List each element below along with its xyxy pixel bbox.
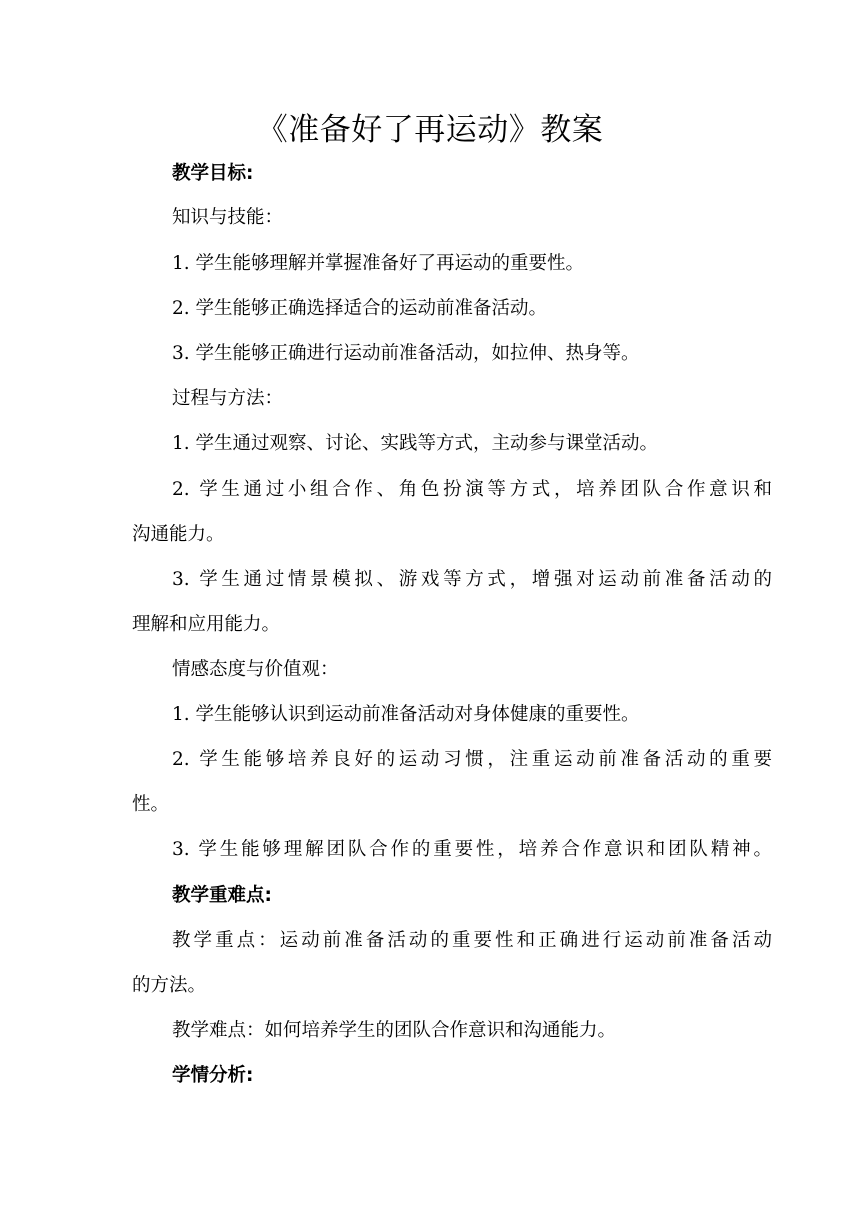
- heading-student-analysis: 学情分析:: [172, 1065, 254, 1086]
- paragraph-key-point: 教学重点：运动前准备活动的重要性和正确进行运动前准备活动: [172, 930, 772, 951]
- subheading-emotion-values: 情感态度与价值观：: [172, 659, 339, 680]
- list-item: 3. 学生通过情景模拟、游戏等方式，增强对运动前准备活动的: [172, 569, 772, 590]
- list-item: 2. 学生通过小组合作、角色扮演等方式，培养团队合作意识和: [172, 479, 772, 500]
- subheading-process-methods: 过程与方法：: [172, 388, 284, 409]
- list-item: 2. 学生能够培养良好的运动习惯，注重运动前准备活动的重要: [172, 749, 772, 770]
- list-item-continuation: 沟通能力。: [132, 524, 225, 545]
- list-item-continuation: 性。: [132, 794, 170, 815]
- list-item: 2. 学生能够正确选择适合的运动前准备活动。: [172, 298, 548, 319]
- heading-key-difficult-points: 教学重难点:: [172, 885, 272, 906]
- paragraph-difficult-point: 教学难点：如何培养学生的团队合作意识和沟通能力。: [172, 1020, 617, 1041]
- document-title: 《准备好了再运动》教案: [256, 112, 604, 148]
- list-item: 1. 学生通过观察、讨论、实践等方式，主动参与课堂活动。: [172, 433, 659, 454]
- paragraph-continuation: 的方法。: [132, 975, 207, 996]
- list-item: 3. 学生能够理解团队合作的重要性，培养合作意识和团队精神。: [172, 839, 772, 860]
- subheading-knowledge-skills: 知识与技能：: [172, 207, 284, 228]
- list-item: 1. 学生能够理解并掌握准备好了再运动的重要性。: [172, 253, 585, 274]
- list-item: 1. 学生能够认识到运动前准备活动对身体健康的重要性。: [172, 704, 640, 725]
- list-item-continuation: 理解和应用能力。: [132, 614, 281, 635]
- heading-teaching-goals: 教学目标:: [172, 163, 254, 184]
- list-item: 3. 学生能够正确进行运动前准备活动，如拉伸、热身等。: [172, 343, 640, 364]
